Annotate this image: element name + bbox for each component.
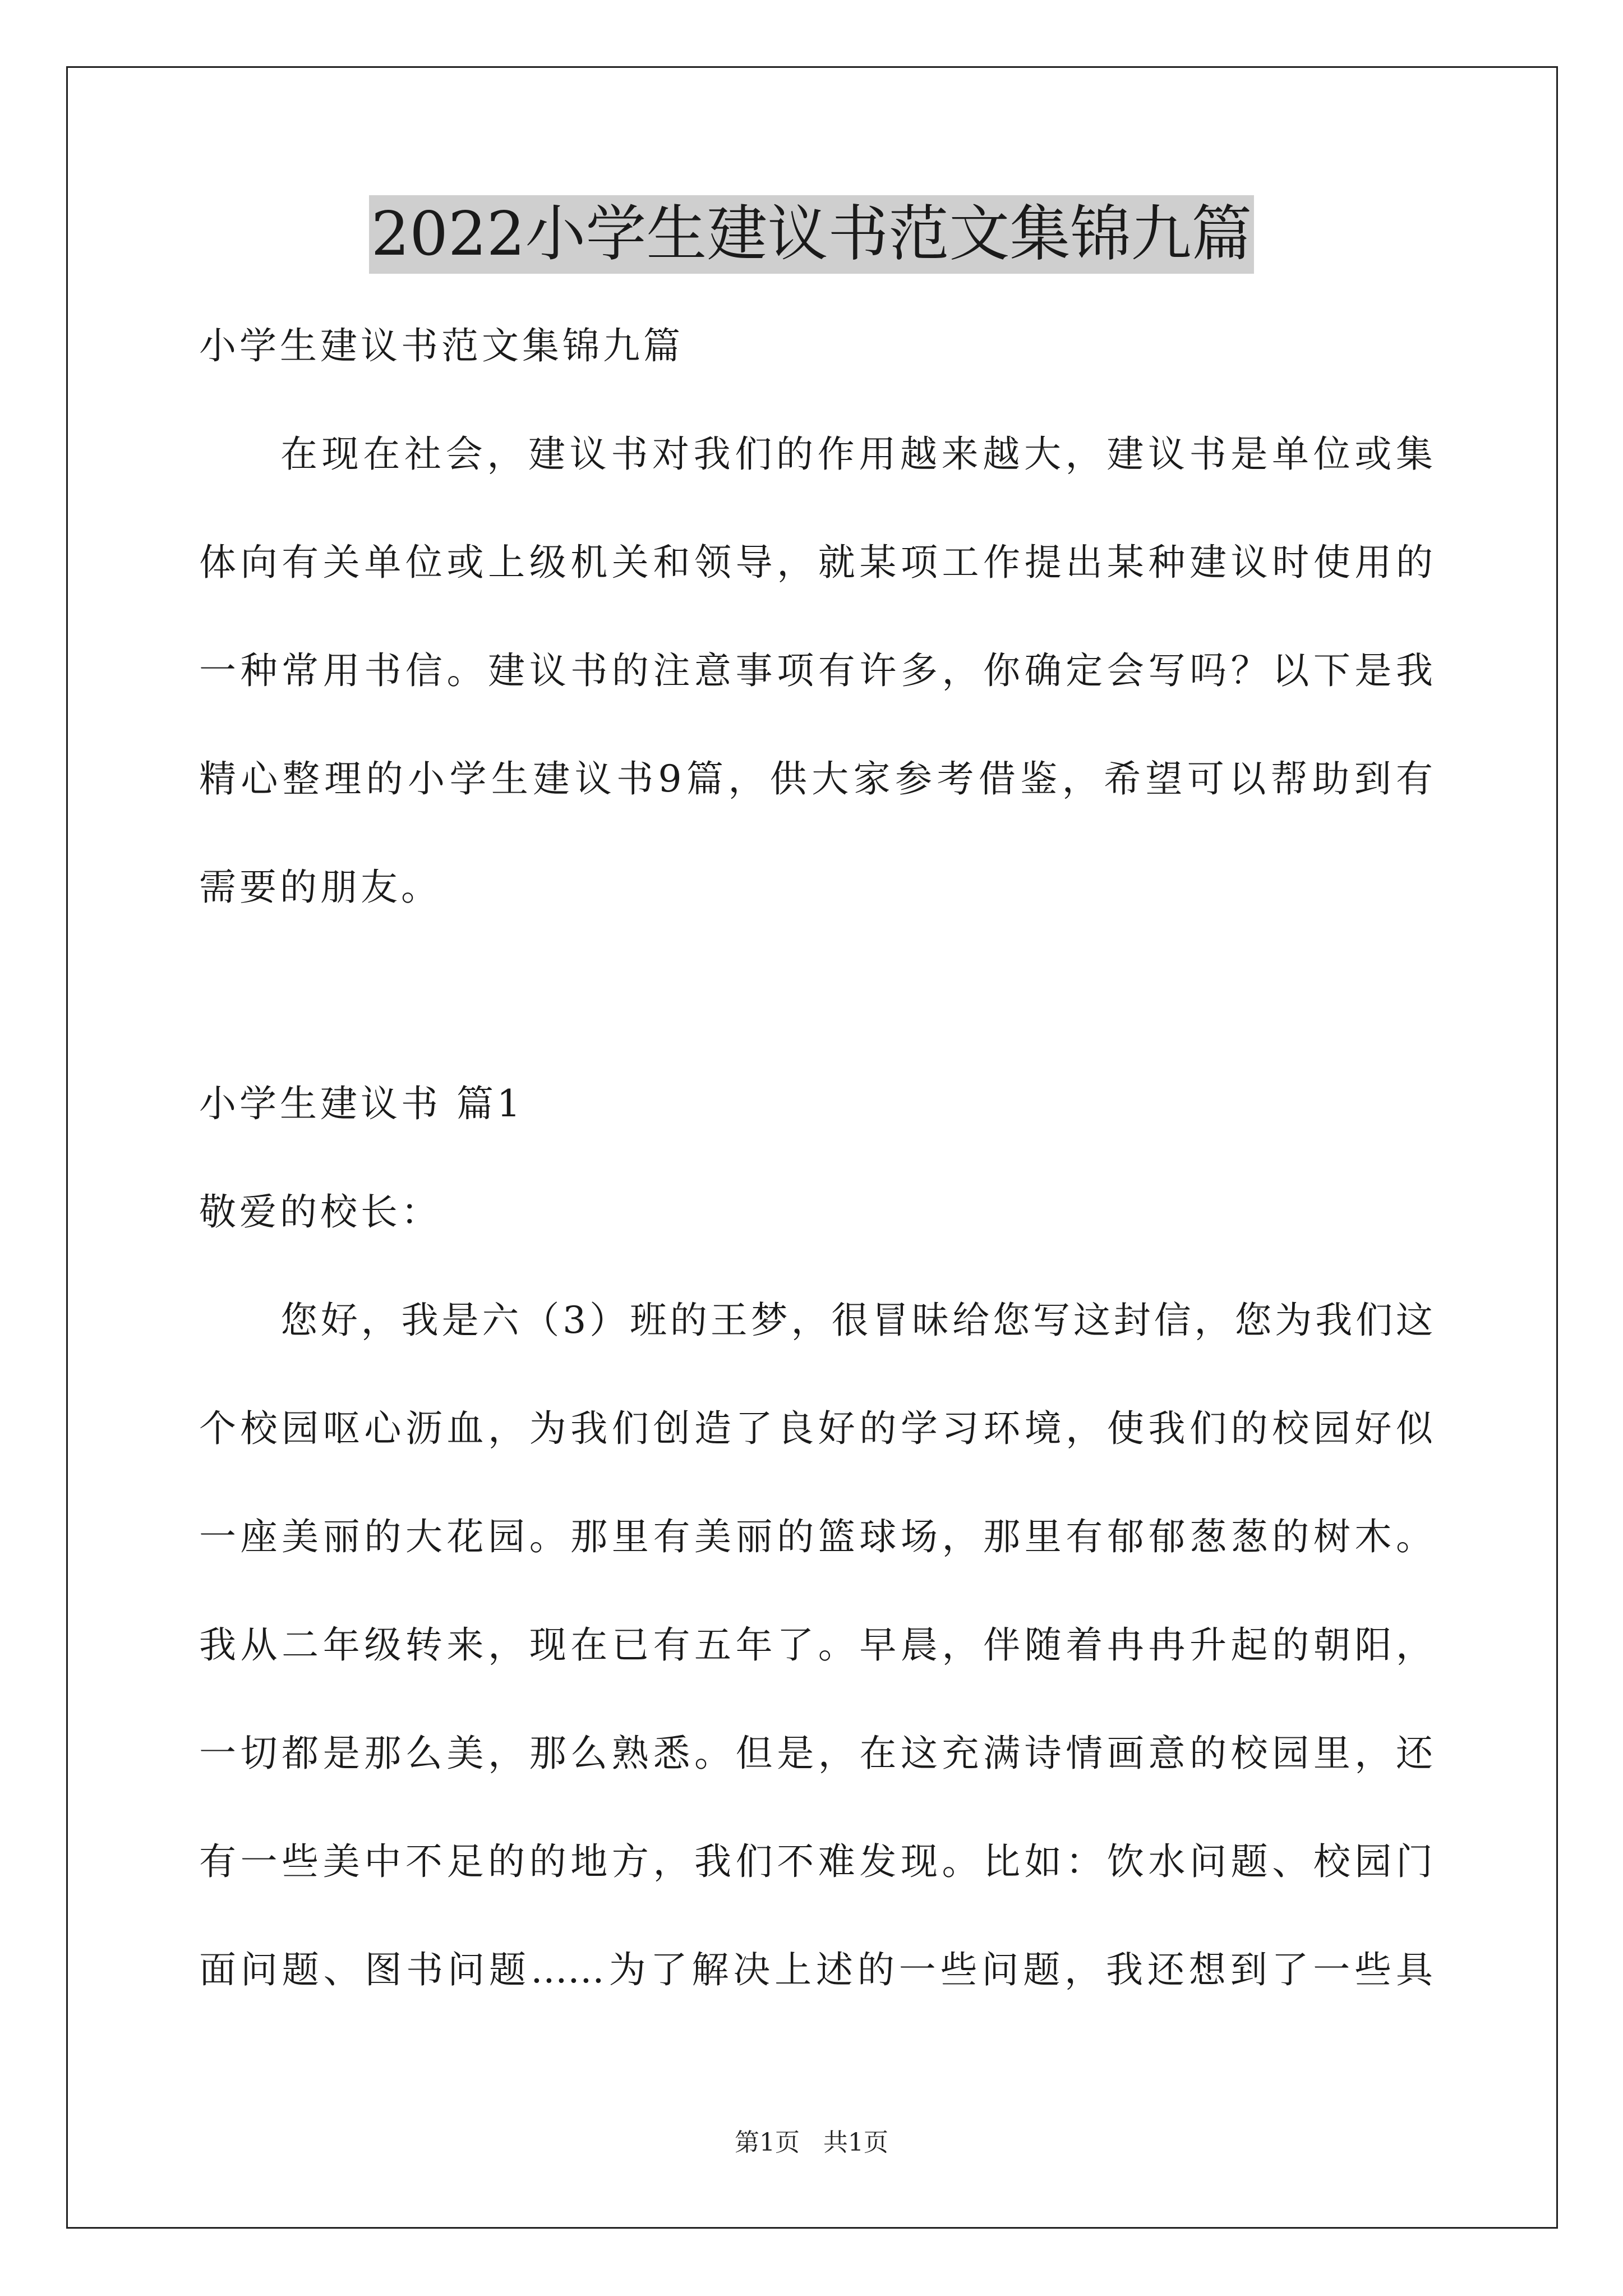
intro-line-4: 精心整理的小学生建议书9篇，供大家参考借鉴，希望可以帮助到有	[199, 757, 1433, 800]
body-line-1: 您好，我是六（3）班的王梦，很冒昧给您写这封信，您为我们这	[280, 1299, 1433, 1342]
intro-line-2: 体向有关单位或上级机关和领导，就某项工作提出某种建议时使用的	[199, 541, 1433, 584]
intro-line-1: 在现在社会，建议书对我们的作用越来越大，建议书是单位或集	[280, 432, 1433, 476]
body-line-4: 我从二年级转来，现在已有五年了。早晨，伴随着冉冉升起的朝阳，	[199, 1623, 1433, 1667]
body-line-2: 个校园呕心沥血，为我们创造了良好的学习环境，使我们的校园好似	[199, 1407, 1433, 1450]
page-total: 共1页	[823, 2128, 888, 2157]
body-line-6: 有一些美中不足的的地方，我们不难发现。比如：饮水问题、校园门	[199, 1840, 1433, 1883]
title-container	[0, 195, 1623, 274]
section-heading: 小学生建议书 篇1	[199, 1082, 524, 1125]
paragraph-gap	[199, 941, 1433, 1050]
document-body	[199, 292, 1433, 2024]
page-number: 第1页	[735, 2128, 800, 2157]
body-line-3: 一座美丽的大花园。那里有美丽的篮球场，那里有郁郁葱葱的树木。	[199, 1515, 1433, 1558]
salutation: 敬爱的校长：	[199, 1190, 441, 1234]
document-title: 2022小学生建议书范文集锦九篇	[369, 195, 1255, 274]
body-line-5: 一切都是那么美，那么熟悉。但是，在这充满诗情画意的校园里，还	[199, 1732, 1433, 1775]
intro-line-5: 需要的朋友。	[199, 866, 441, 909]
page-footer	[0, 2126, 1623, 2160]
body-line-7: 面问题、图书问题……为了解决上述的一些问题，我还想到了一些具	[199, 1948, 1433, 1991]
intro-line-3: 一种常用书信。建议书的注意事项有许多，你确定会写吗？以下是我	[199, 649, 1433, 692]
document-subtitle: 小学生建议书范文集锦九篇	[199, 324, 684, 367]
